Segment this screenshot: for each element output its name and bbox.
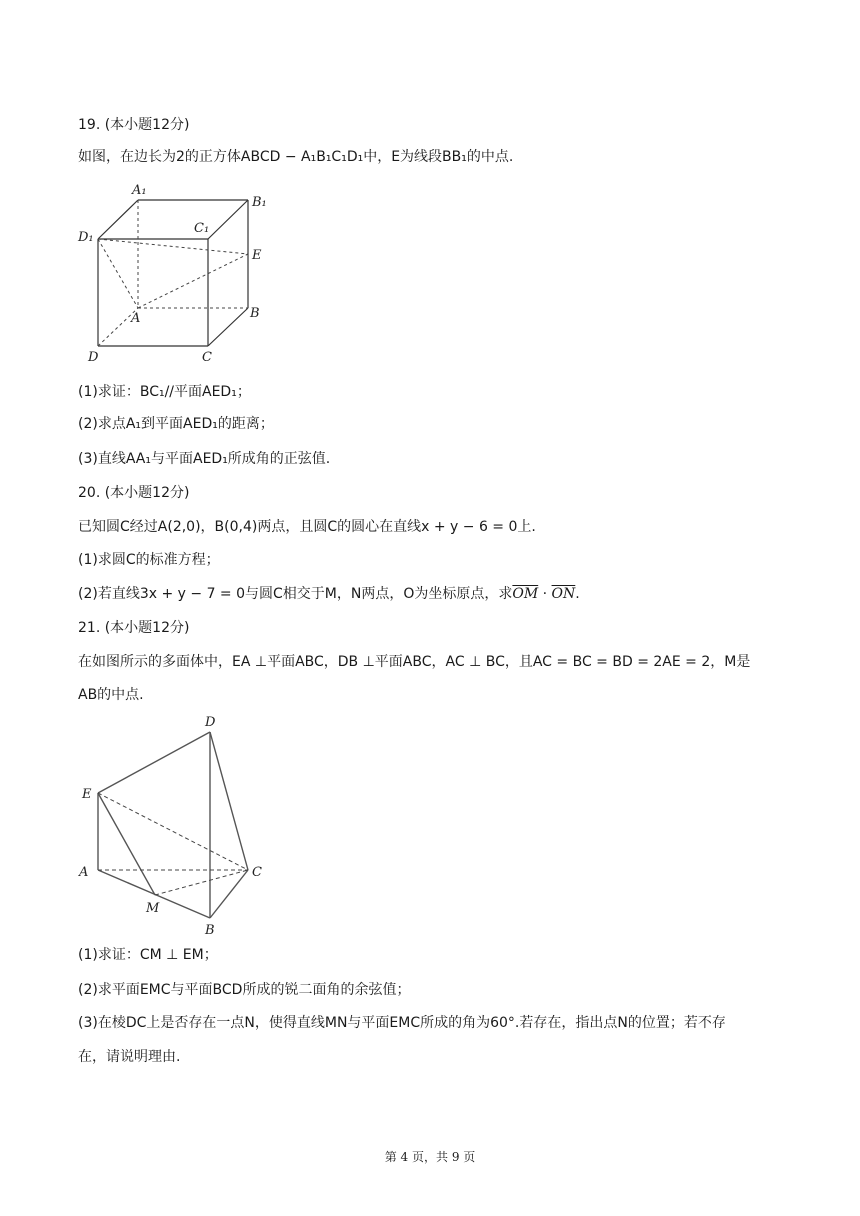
cube-label-b1: B₁ (252, 195, 267, 210)
cube-label-a: A (131, 311, 141, 326)
q21-header: 21. (本小题12分) (78, 620, 190, 636)
poly-label-d: D (205, 715, 216, 730)
poly-label-b: B (205, 923, 215, 938)
cube-label-c1: C₁ (194, 221, 210, 236)
poly-label-e: E (82, 787, 92, 802)
q20-part1: (1)求圆C的标准方程； (78, 552, 220, 568)
poly-label-m: M (146, 901, 160, 916)
cube-label-d: D (88, 350, 99, 365)
q21-part3-line2: 在，请说明理由. (78, 1049, 181, 1065)
dot-operator: · (538, 586, 552, 602)
cube-label-a1: A₁ (132, 183, 147, 198)
cube-label-e: E (252, 248, 262, 263)
cube-label-d1: D₁ (78, 230, 94, 245)
q21-stem-line2: AB的中点. (78, 687, 144, 703)
q20-part2-end: . (575, 586, 580, 602)
cube-label-c: C (202, 350, 212, 365)
q19-part1: (1)求证：BC₁//平面AED₁； (78, 384, 251, 400)
q21-part3-line1: (3)在棱DC上是否存在一点N，使得直线MN与平面EMC所成的角为60°.若存在，指出点N的位置；若不存 (78, 1015, 726, 1031)
cube-label-b: B (250, 306, 260, 321)
vector-om: $\overline{OM}$ (512, 586, 539, 602)
q19-part3: (3)直线AA₁与平面AED₁所成角的正弦值. (78, 451, 331, 467)
vector-on: $\overline{ON}$ (551, 586, 576, 602)
poly-label-a: A (79, 865, 89, 880)
q19-stem: 如图，在边长为2的正方体ABCD − A₁B₁C₁D₁中，E为线段BB₁的中点. (78, 149, 514, 165)
q19-part2: (2)求点A₁到平面AED₁的距离； (78, 416, 274, 432)
poly-label-c: C (252, 865, 262, 880)
page-footer: 第 4 页，共 9 页 (384, 1150, 476, 1164)
q21-part2: (2)求平面EMC与平面BCD所成的锐二面角的余弦值； (78, 982, 411, 998)
q20-stem: 已知圆C经过A(2,0)，B(0,4)两点，且圆C的圆心在直线x + y − 6 = 0上. (78, 519, 536, 535)
q21-part1: (1)求证：CM ⊥ EM； (78, 947, 218, 963)
q20-header: 20. (本小题12分) (78, 485, 190, 501)
q20-part2-text: (2)若直线3x + y − 7 = 0与圆C相交于M，N两点，O为坐标原点，求 (78, 586, 513, 602)
q21-stem-line1: 在如图所示的多面体中，EA ⊥平面ABC，DB ⊥平面ABC，AC ⊥ BC，且AC = BC = BD = 2AE = 2，M是 (78, 654, 751, 670)
q19-header: 19. (本小题12分) (78, 117, 190, 133)
